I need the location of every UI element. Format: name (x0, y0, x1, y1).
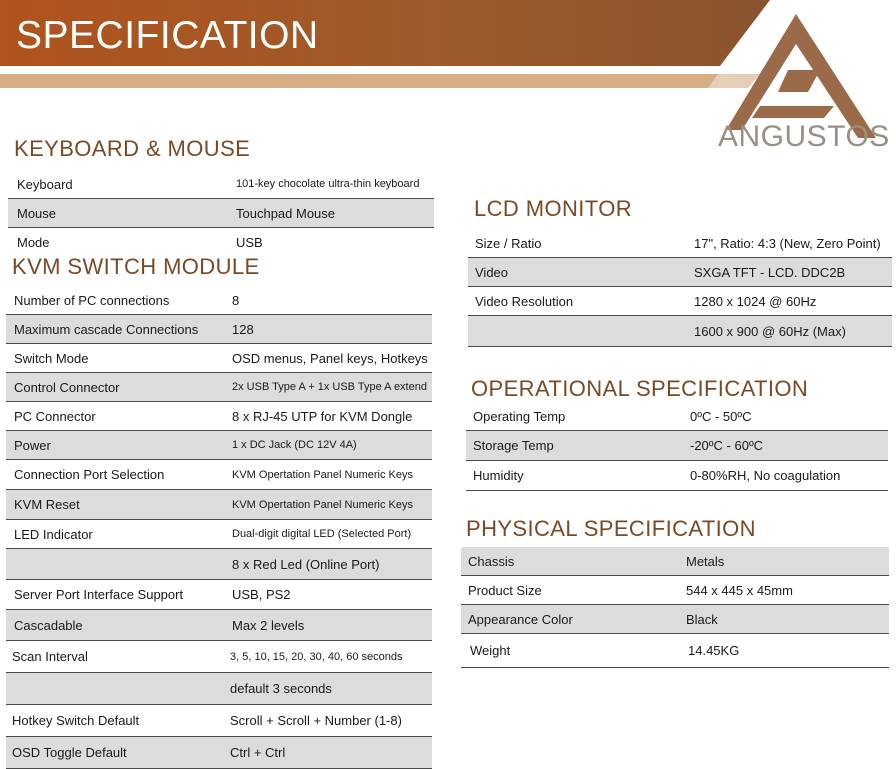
table-row (468, 258, 892, 287)
table-row (461, 576, 889, 605)
row-label: Power (14, 437, 51, 453)
lcd-title: LCD MONITOR (474, 196, 633, 221)
row-value: Ctrl + Ctrl (230, 745, 286, 760)
table-row (466, 431, 888, 461)
row-value: KVM Opertation Panel Numeric Keys (232, 468, 413, 481)
table-row (6, 580, 432, 610)
table-row (6, 520, 432, 549)
table-row (6, 490, 432, 520)
table-row (6, 431, 432, 460)
table-row (6, 737, 432, 769)
row-label: Storage Temp (473, 438, 554, 453)
row-label: Humidity (473, 468, 524, 483)
row-value: Dual-digit digital LED (Selected Port) (232, 528, 412, 540)
table-row (6, 344, 432, 373)
table-row (6, 705, 432, 737)
table-row (461, 634, 889, 668)
row-value: 1280 x 1024 @ 60Hz (694, 293, 817, 309)
page-title: SPECIFICATION (16, 14, 319, 57)
row-label: Control Connector (14, 379, 120, 395)
row-value: 544 x 445 x 45mm (686, 582, 793, 598)
row-label: Operating Temp (473, 408, 566, 424)
row-label: Product Size (468, 582, 542, 598)
table-row (8, 199, 434, 228)
row-label: Number of PC connections (14, 292, 170, 308)
table-row (6, 286, 432, 315)
table-row (6, 641, 432, 673)
table-row (468, 287, 892, 316)
row-label: PC Connector (14, 408, 96, 424)
table-row (6, 315, 432, 344)
row-value: 14.45KG (688, 643, 740, 658)
kvm-table (6, 286, 432, 769)
row-value: 8 x RJ-45 UTP for KVM Dongle (232, 408, 413, 424)
row-label: Cascadable (14, 617, 83, 633)
table-row (468, 316, 892, 347)
physical-title: PHYSICAL SPECIFICATION (466, 516, 756, 541)
row-label: Hotkey Switch Default (12, 713, 140, 728)
row-label: Switch Mode (14, 350, 89, 366)
row-value: Metals (686, 553, 725, 569)
row-label: Chassis (468, 553, 515, 569)
row-label: Video Resolution (475, 293, 574, 309)
row-value: Black (686, 611, 718, 627)
physical-table (461, 547, 889, 668)
table-row (6, 373, 432, 402)
operational-title: OPERATIONAL SPECIFICATION (471, 376, 809, 401)
row-label: Connection Port Selection (14, 467, 165, 482)
lcd-table (468, 229, 892, 347)
row-value: default 3 seconds (230, 681, 332, 696)
row-label: Server Port Interface Support (14, 587, 184, 602)
table-row (8, 170, 434, 199)
keyboard-mouse-table (8, 170, 434, 256)
keyboard-mouse-title: KEYBOARD & MOUSE (14, 136, 251, 161)
row-label: Scan Interval (12, 649, 88, 664)
operational-table (466, 402, 888, 491)
table-row (6, 402, 432, 431)
row-value: 8 (232, 292, 240, 308)
row-value: 128 (232, 321, 254, 337)
row-value: 0ºC - 50ºC (690, 408, 752, 424)
table-row (6, 673, 432, 705)
table-row (461, 547, 889, 576)
row-label: Weight (470, 643, 511, 658)
row-value: USB, PS2 (232, 587, 291, 602)
table-row (468, 229, 892, 258)
row-value: KVM Opertation Panel Numeric Keys (232, 498, 413, 511)
row-value: 101-key chocolate ultra-thin keyboard (236, 178, 420, 190)
row-value: Scroll + Scroll + Number (1-8) (230, 713, 402, 728)
row-value: 1 x DC Jack (DC 12V 4A) (232, 439, 357, 451)
row-value: 2x USB Type A + 1x USB Type A extend (232, 381, 427, 393)
row-value: 0-80%RH, No coagulation (690, 468, 841, 483)
row-label: Appearance Color (468, 611, 573, 627)
row-label: Video (475, 264, 509, 280)
row-label: Keyboard (17, 176, 73, 192)
row-value: OSD menus, Panel keys, Hotkeys (232, 350, 428, 366)
row-label: OSD Toggle Default (12, 745, 127, 760)
row-label: Mode (17, 234, 50, 250)
row-label: LED Indicator (14, 526, 93, 542)
row-label: KVM Reset (14, 497, 80, 512)
row-value: 8 x Red Led (Online Port) (232, 556, 380, 572)
row-label: Maximum cascade Connections (14, 321, 199, 337)
table-row (8, 228, 434, 256)
row-label: Size / Ratio (475, 235, 542, 251)
kvm-title: KVM SWITCH MODULE (12, 254, 260, 279)
row-value: 3, 5, 10, 15, 20, 30, 40, 60 seconds (230, 650, 403, 663)
row-value: USB (236, 234, 263, 250)
row-value: 17", Ratio: 4:3 (New, Zero Point) (694, 235, 881, 251)
row-value: SXGA TFT - LCD. DDC2B (694, 264, 846, 280)
table-row (6, 460, 432, 490)
table-row (466, 461, 888, 491)
row-value: -20ºC - 60ºC (690, 438, 764, 453)
row-value: Touchpad Mouse (236, 205, 336, 221)
table-row (461, 605, 889, 634)
row-label: Mouse (17, 205, 57, 221)
row-value: 1600 x 900 @ 60Hz (Max) (694, 323, 846, 339)
table-row (6, 610, 432, 641)
row-value: Max 2 levels (232, 617, 305, 633)
table-row (6, 549, 432, 580)
table-row (466, 402, 888, 431)
brand-name: ANGUSTOS (718, 120, 890, 153)
